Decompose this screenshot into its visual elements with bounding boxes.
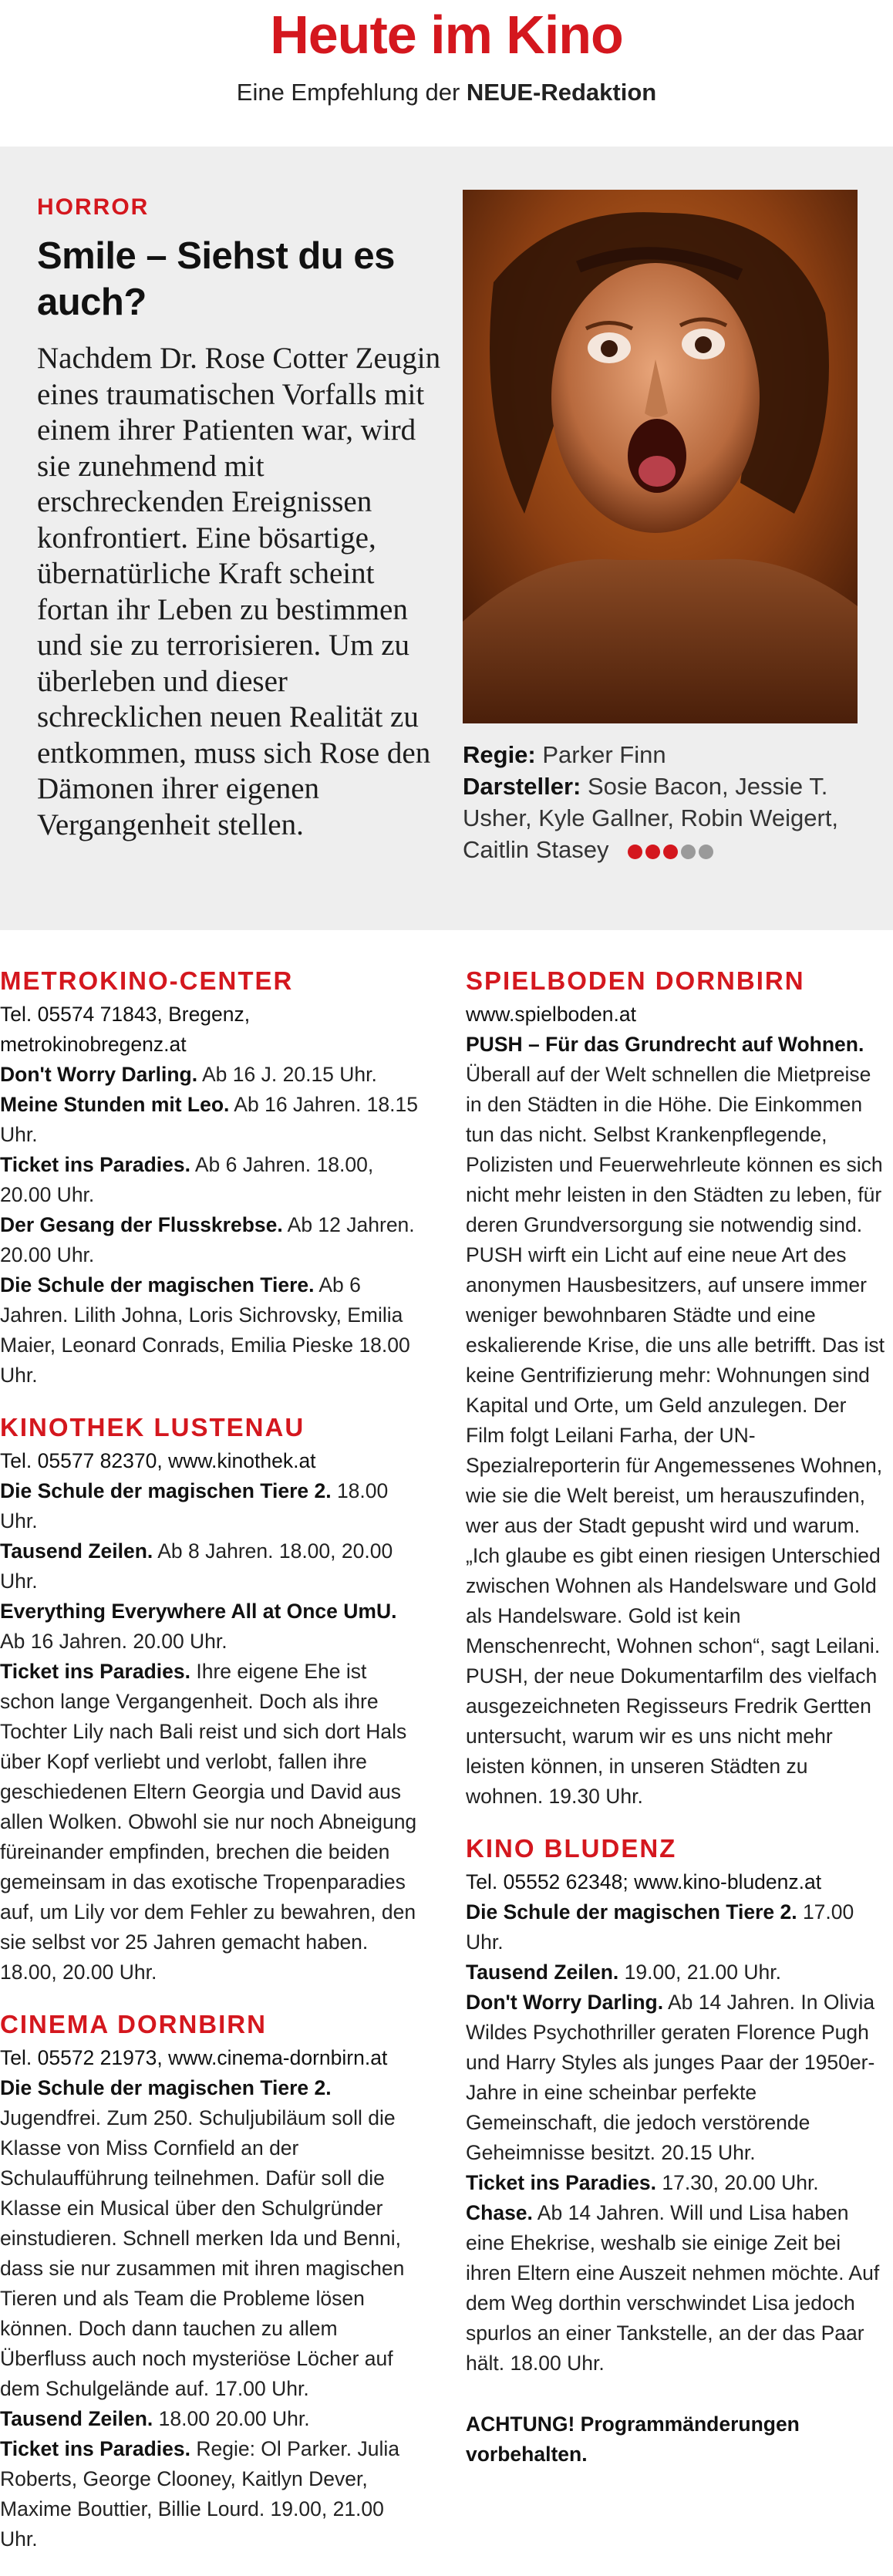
screening-details: Ab 6 Jahren. Lilith Johna, Loris Sichrovsky, Emilia Maier, Leonard Conrads, Emilia Pieske 18.00 Uhr. <box>0 1273 410 1387</box>
screening-entry <box>466 1030 888 1812</box>
screening-entry <box>0 2434 424 2554</box>
screening-details: Ab 14 Jahren. Will und Lisa haben eine Ehekrise, weshalb sie einige Zeit bei ihren Eltern eine Auszeit nehmen möchte. Auf dem Weg dorthin verschwindet Lisa jedoch spurlos an einer Tankstelle, an der das Paar hält. 18.00 Uhr. <box>466 2201 880 2375</box>
screening-entry <box>0 1536 424 1597</box>
subtitle-bold: NEUE-Redaktion <box>466 79 657 106</box>
cinema-block <box>0 2009 424 2554</box>
movie-credits <box>463 739 864 867</box>
page-title: Heute im Kino <box>270 5 623 65</box>
screening-entry <box>0 1210 424 1270</box>
rating-dots <box>625 835 713 867</box>
screening-title: Der Gesang der Flusskrebse. <box>0 1213 283 1236</box>
cinema-contact: Tel. 05552 62348; www.kino-bludenz.at <box>466 1870 822 1893</box>
cast-label: Darsteller: <box>463 773 581 800</box>
screening-entry <box>466 2198 888 2379</box>
rating-dot <box>663 845 678 859</box>
screening-title: Ticket ins Paradies. <box>0 2437 190 2460</box>
screening-entry <box>0 1657 424 1988</box>
cast-list: Sosie Bacon, Jessie T. Usher, Kyle Gallner, Robin Weigert, Caitlin Stasey <box>463 773 839 863</box>
cinema-block <box>0 1412 424 1988</box>
screening-title: PUSH – Für das Grundrecht auf Wohnen. <box>466 1033 864 1056</box>
page-header <box>0 0 893 147</box>
cinema-name: SPIELBODEN DORNBIRN <box>466 966 805 995</box>
screening-entry <box>466 2168 888 2198</box>
movie-poster-image <box>463 190 858 723</box>
screening-entry <box>466 1897 888 1957</box>
screening-details: Ab 14 Jahren. In Olivia Wildes Psychothriller geraten Florence Pugh und Harry Styles als junges Paar der 1950er- Jahre in eine scheinbar perfekte Gemeinschaft, die jedoch verstörende Geheimnisse besitzt. 20.15 Uhr. <box>466 1991 875 2164</box>
cinema-name: KINOTHEK LUSTENAU <box>0 1413 305 1441</box>
screening-details: Überall auf der Welt schnellen die Mietpreise in den Städten in die Höhe. Die Einkommen tun das nicht. Selbst Krankenpflegende, Polizisten und Feuerwehrleute können es sich nicht mehr leisten in den Städten zu leben, für deren Grundversorgung sie notwendig sind. PUSH wirft ein Licht auf eine neue Art des anonymen Hausbesitzers, auf unsere immer weniger bewohnbaren Städte und eine eskalierende Krise, die uns alle betrifft. Das ist keine Gentrifizierung mehr: Wohnungen sind Kapital und Orte, um Geld anzulegen. Der Film folgt Leilani Farha, der UN-Spezialreporterin für Angemessenes Wohnen, wie sie die Welt bereist, um herauszufinden, wer aus der Stadt gepusht wird und warum. „Ich glaube es gibt einen riesigen Unterschied zwischen Wohnen als Handelsware und Gold als Handelsware. Gold ist kein Menschenrecht, Wohnen schon“, sagt Leilani. PUSH, der neue Dokumentarfilm des vielfach ausgezeichneten Regisseurs Fredrik Gertten untersucht, warum wir es uns nicht mehr leisten können, in unseren Städten zu wohnen. 19.30 Uhr. <box>466 1063 885 1808</box>
screening-title: Die Schule der magischen Tiere 2. <box>0 1479 332 1502</box>
cinema-contact: Tel. 05572 21973, www.cinema-dornbirn.at <box>0 2046 388 2069</box>
director-label: Regie: <box>463 741 536 768</box>
screening-title: Chase. <box>466 2201 533 2224</box>
screening-title: Ticket ins Paradies. <box>0 1660 190 1683</box>
screening-details: 17.30, 20.00 Uhr. <box>655 2171 819 2194</box>
rating-dot <box>699 845 713 859</box>
screening-details: Regie: Ol Parker. Julia Roberts, George Clooney, Kaitlyn Dever, Maxime Bouttier, Billie Lourd. 19.00, 21.00 Uhr. <box>0 2437 399 2551</box>
screening-entry <box>0 1597 424 1657</box>
screening-entry <box>0 2404 424 2434</box>
screening-details: Ab 16 Jahren. 20.00 Uhr. <box>0 1630 227 1653</box>
movie-genre: HORROR <box>37 194 150 220</box>
screening-details: Ab 16 J. 20.15 Uhr. <box>197 1063 377 1086</box>
screening-title: Die Schule der magischen Tiere 2. <box>0 2076 332 2099</box>
screening-title: Die Schule der magischen Tiere 2. <box>466 1900 797 1924</box>
screening-title: Meine Stunden mit Leo. <box>0 1093 230 1116</box>
rating-dot <box>628 845 642 859</box>
subtitle-prefix: Eine Empfehlung der <box>236 79 467 106</box>
screening-entry <box>0 1060 424 1090</box>
program-change-note: ACHTUNG! Programmänderungen vorbehalten. <box>466 2412 800 2466</box>
page-subtitle <box>0 77 893 108</box>
screening-details: Ab 12 Jahren. 20.00 Uhr. <box>0 1213 415 1266</box>
listings-right-column <box>466 966 888 2470</box>
rating-dot <box>681 845 696 859</box>
screening-title: Tausend Zeilen. <box>0 2407 153 2430</box>
screening-details: Ab 8 Jahren. 18.00, 20.00 Uhr. <box>0 1539 393 1593</box>
screening-details: Jugendfrei. Zum 250. Schuljubiläum soll die Klasse von Miss Cornfield an der Schulaufführung teilnehmen. Dafür soll die Klasse ein Musical über den Schulgründer einstudieren. Schnell merken Ida und Benni, dass sie nur zusammen mit ihren magischen Tieren und als Team die Probleme lösen können. Doch dann tauchen zu allem Überfluss auch noch mysteriöse Löcher auf dem Schulgelände auf. 17.00 Uhr. <box>0 2106 405 2400</box>
screening-entry <box>0 2073 424 2404</box>
cinema-name: CINEMA DORNBIRN <box>0 2010 267 2038</box>
screening-title: Don't Worry Darling. <box>466 1991 664 2014</box>
movie-synopsis: Nachdem Dr. Rose Cotter Zeugin eines traumatischen Vorfalls mit einem ihrer Patienten war, wird sie zunehmend mit erschreckenden Ereignissen konfrontiert. Eine bösartige, übernatürliche Kraft scheint fortan ihr Leben zu bestimmen und sie zu terrorisieren. Um zu überleben und dieser schrecklichen neuen Realität zu entkommen, muss sich Rose den Dämonen ihrer eigenen Vergangenheit stellen. <box>37 342 441 841</box>
cinema-contact: Tel. 05577 82370, www.kinothek.at <box>0 1449 316 1472</box>
screening-details: Ab 16 Jahren. 18.15 Uhr. <box>0 1093 418 1146</box>
screening-entry <box>0 1150 424 1210</box>
screening-title: Ticket ins Paradies. <box>466 2171 656 2194</box>
screening-details: Ab 6 Jahren. 18.00, 20.00 Uhr. <box>0 1153 374 1206</box>
screening-title: Don't Worry Darling. <box>0 1063 198 1086</box>
cinema-listings <box>0 930 893 2551</box>
cinema-block <box>466 966 888 1812</box>
cinema-contact: Tel. 05574 71843, Bregenz, metrokinobregenz.at <box>0 1003 251 1056</box>
screening-details: 18.00 20.00 Uhr. <box>153 2407 310 2430</box>
cinema-block <box>466 1833 888 2379</box>
screening-details: 19.00, 21.00 Uhr. <box>618 1961 781 1984</box>
cinema-block <box>0 966 424 1391</box>
screening-title: Tausend Zeilen. <box>0 1539 153 1563</box>
screening-title: Die Schule der magischen Tiere. <box>0 1273 315 1296</box>
screening-details: Ihre eigene Ehe ist schon lange Vergangenheit. Doch als ihre Tochter Lily nach Bali reist und sich dort Hals über Kopf verliebt und verlobt, fallen ihre geschiedenen Eltern Georgia und David aus allen Wolken. Obwohl sie nur noch Abneigung füreinander empfinden, brechen die beiden gemeinsam in das exotische Tropenparadies auf, um Lily vor dem Fehler zu bewahren, den sie selbst vor 25 Jahren gemacht haben. 18.00, 20.00 Uhr. <box>0 1660 417 1984</box>
screening-entry <box>0 1270 424 1391</box>
movie-title: Smile – Siehst du es auch? <box>37 235 395 323</box>
cinema-name: METROKINO-CENTER <box>0 966 294 995</box>
screaming-face-illustration <box>463 190 858 723</box>
featured-movie <box>0 147 893 930</box>
rating-dot <box>645 845 660 859</box>
screening-title: Tausend Zeilen. <box>466 1961 619 1984</box>
screening-title: Ticket ins Paradies. <box>0 1153 190 1176</box>
screening-entry <box>0 1476 424 1536</box>
screening-details: 17.00 Uhr. <box>466 1900 854 1954</box>
cinema-name: KINO BLUDENZ <box>466 1834 677 1863</box>
screening-entry <box>466 1988 888 2168</box>
listings-left-column <box>0 966 424 2576</box>
screening-details: 18.00 Uhr. <box>0 1479 389 1532</box>
screening-entry <box>0 1090 424 1150</box>
screening-entry <box>466 1957 888 1988</box>
director-name: Parker Finn <box>542 741 666 768</box>
screening-title: Everything Everywhere All at Once UmU. <box>0 1600 397 1623</box>
cinema-contact: www.spielboden.at <box>466 1003 636 1026</box>
